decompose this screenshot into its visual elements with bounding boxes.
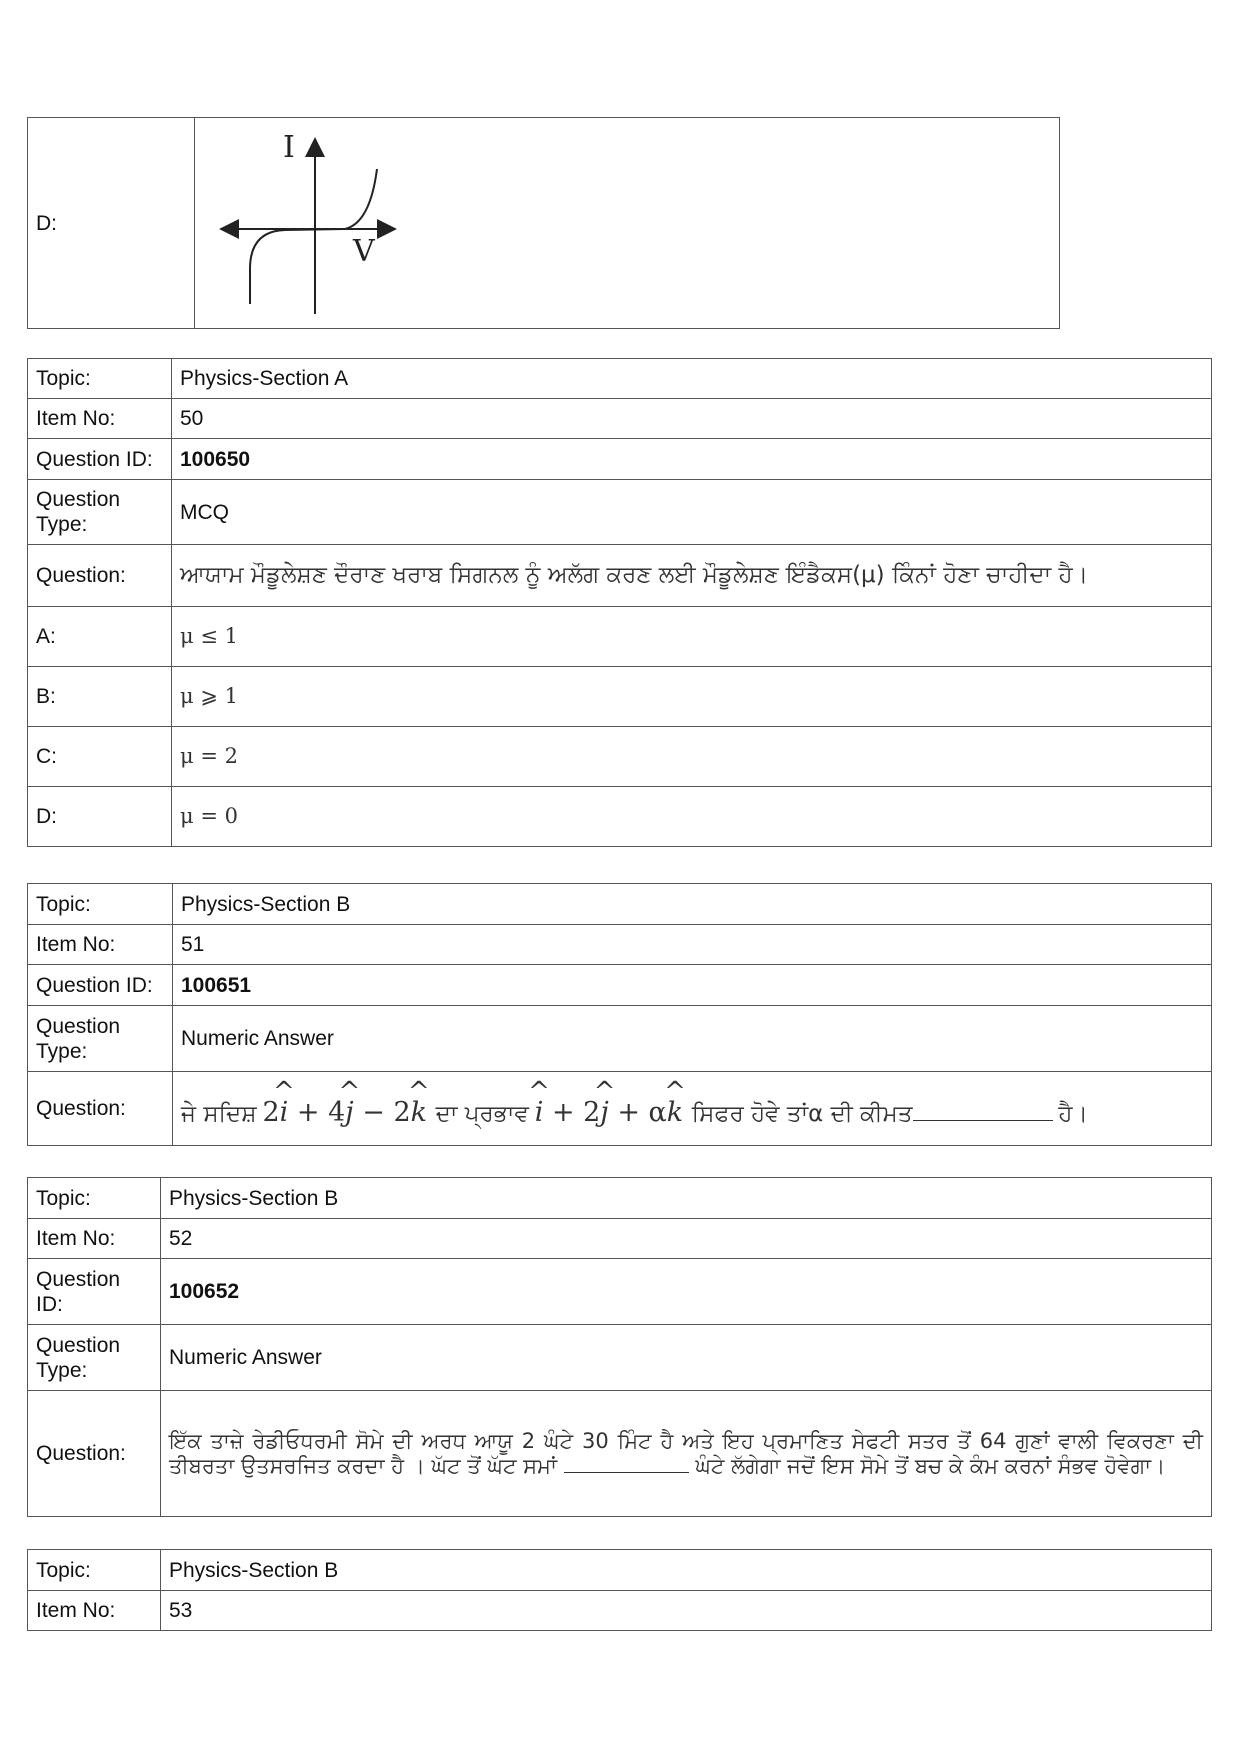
option-b-value: μ ⩾ 1 xyxy=(172,667,1212,727)
question-52-table xyxy=(27,1177,1212,1517)
item-no-label: Item No: xyxy=(28,399,172,439)
question-label: Question: xyxy=(28,1072,173,1146)
option-d-graph-cell xyxy=(195,118,1060,329)
item-no-value: 52 xyxy=(161,1219,1212,1259)
item-no-label: Item No: xyxy=(28,1219,161,1259)
option-c-value: μ = 2 xyxy=(172,727,1212,787)
iv-characteristic-graph xyxy=(205,119,425,328)
option-d-value: μ = 0 xyxy=(172,787,1212,847)
question-id-label: Question ID: xyxy=(28,439,172,480)
unit-vector-i-hat: ^ i xyxy=(535,1100,544,1125)
item-no-value: 53 xyxy=(161,1591,1212,1631)
unit-vector-i-hat: ^ i xyxy=(280,1100,289,1125)
unit-vector-k-hat: ^ k xyxy=(411,1100,427,1125)
question-label: Question: xyxy=(28,545,172,607)
question-id-value: 100650 xyxy=(172,439,1212,480)
topic-label: Topic: xyxy=(28,1178,161,1219)
option-a-value: μ ≤ 1 xyxy=(172,607,1212,667)
question-text: ਇੱਕ ਤਾਜ਼ੇ ਰੇਡੀਓਧਰਮੀ ਸੋਮੇ ਦੀ ਅਰਧ ਆਯੂ 2 ਘੰਟੇ 30 ਮਿੰਟ ਹੈ ਅਤੇ ਇਹ ਪ੍ਰਮਾਣਿਤ ਸੇਫਟੀ ਸਤਰ ਤੋਂ 64 ਗੁਣਾਂ ਵਾਲੀ ਵਿਕਰਣਾ ਦੀ ਤੀਬਰਤਾ ਉਤਸਰਜਿਤ ਕਰਦਾ ਹੈ । ਘੱਟ ਤੋਂ ਘੱਟ ਸਮਾਂ ਘੰਟੇ ਲੱਗੇਗਾ ਜਦੋਂ ਇਸ ਸੋਮੇ ਤੋਂ ਬਚ ਕੇ ਕੰਮ ਕਰਨਾਂ ਸੰਭਵ ਹੋਵੇਗਾ। xyxy=(161,1391,1212,1517)
topic-label: Topic: xyxy=(28,359,172,399)
topic-label: Topic: xyxy=(28,1550,161,1591)
question-id-value: 100652 xyxy=(161,1259,1212,1325)
answer-blank xyxy=(913,1120,1053,1121)
question-type-label: Question Type: xyxy=(28,1325,161,1391)
answer-blank xyxy=(564,1472,689,1473)
unit-vector-j-hat: ^ j xyxy=(600,1100,608,1125)
topic-value: Physics-Section B xyxy=(161,1550,1212,1591)
question-id-label: Question ID: xyxy=(28,965,173,1006)
option-c-label: C: xyxy=(28,727,172,787)
question-id-label: Question ID: xyxy=(28,1259,161,1325)
item-no-value: 51 xyxy=(173,925,1212,965)
option-a-label: A: xyxy=(28,607,172,667)
question-type-label: Question Type: xyxy=(28,480,172,545)
question-label: Question: xyxy=(28,1391,161,1517)
topic-value: Physics-Section B xyxy=(161,1178,1212,1219)
x-axis-label: V xyxy=(353,233,375,269)
question-type-label: Question Type: xyxy=(28,1006,173,1072)
question-type-value: Numeric Answer xyxy=(161,1325,1212,1391)
unit-vector-j-hat: ^ j xyxy=(345,1100,353,1125)
question-type-value: Numeric Answer xyxy=(173,1006,1212,1072)
item-no-label: Item No: xyxy=(28,1591,161,1631)
question-53-table xyxy=(27,1549,1212,1631)
question-type-value: MCQ xyxy=(172,480,1212,545)
option-d-label: D: xyxy=(28,787,172,847)
option-b-label: B: xyxy=(28,667,172,727)
unit-vector-k-hat: ^ k xyxy=(667,1100,683,1125)
question-text: ਆਯਾਮ ਮੌਡੂਲੇਸ਼ਣ ਦੌਰਾਣ ਖਰਾਬ ਸਿਗਨਲ ਨੂੰ ਅਲੱਗ ਕਰਣ ਲਈ ਮੌਡੂਲੇਸ਼ਣ ਇੰਡੈਕਸ(μ) ਕਿੰਨਾਂ ਹੋਣਾ ਚਾਹੀਦਾ ਹੈ। xyxy=(172,545,1212,607)
topic-label: Topic: xyxy=(28,884,173,925)
topic-value: Physics-Section A xyxy=(172,359,1212,399)
y-axis-label: I xyxy=(283,129,295,165)
question-id-value: 100651 xyxy=(173,965,1212,1006)
item-no-value: 50 xyxy=(172,399,1212,439)
option-d-label: D: xyxy=(28,118,195,329)
topic-value: Physics-Section B xyxy=(173,884,1212,925)
question-text: ਜੇ ਸਦਿਸ਼ 2^ i + 4^ j − 2^ k ਦਾ ਪ੍ਰਭਾਵ ^ i + 2^ j + α^ k ਸਿਫਰ ਹੋਵੇ ਤਾਂα ਦੀ ਕੀਮਤ ਹੈ। xyxy=(173,1072,1212,1146)
item-no-label: Item No: xyxy=(28,925,173,965)
question-51-table xyxy=(27,883,1212,1146)
question-50-table xyxy=(27,358,1212,847)
prev-question-option-d-table xyxy=(27,117,1060,329)
